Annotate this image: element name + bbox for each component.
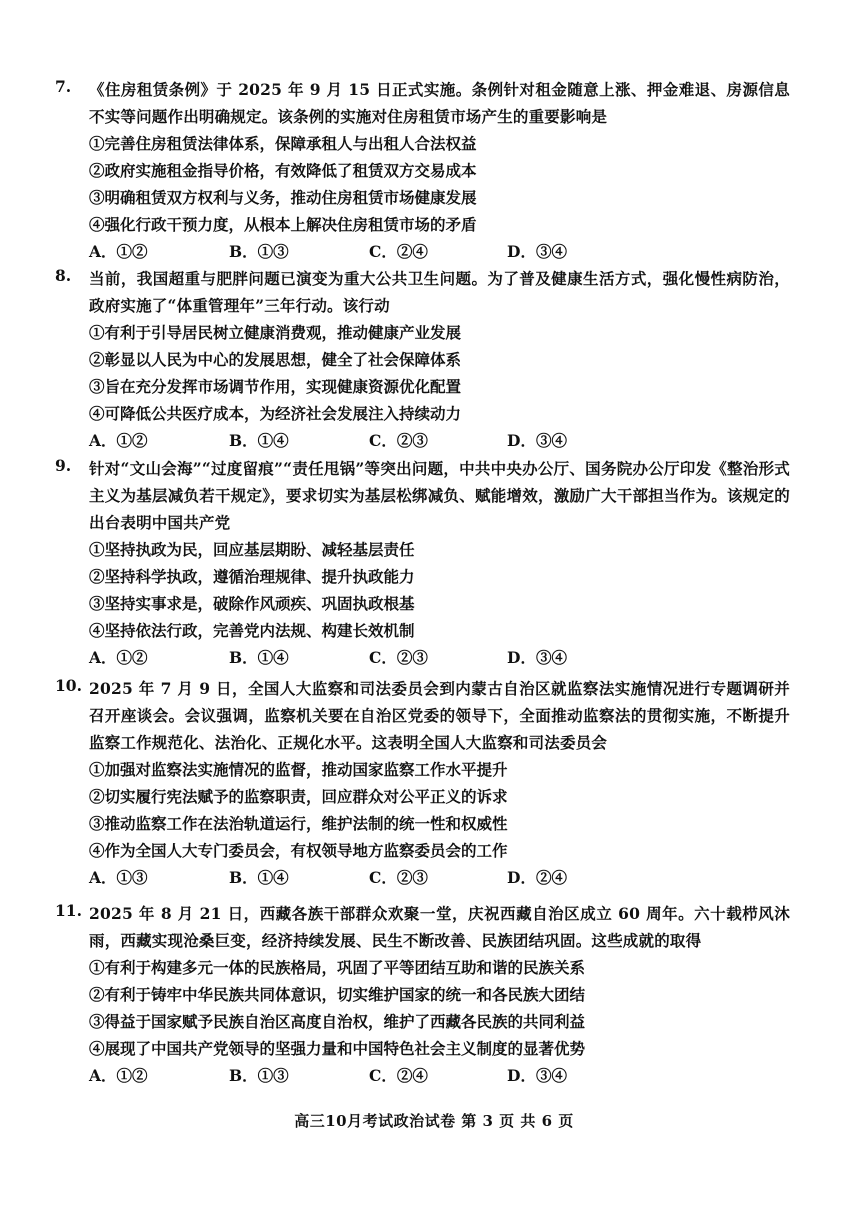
choice-c: C．②③ <box>369 648 428 667</box>
choice-b: B．①④ <box>229 648 289 667</box>
question-stem: 2025 年 8 月 21 日，西藏各族干部群众欢聚一堂，庆祝西藏自治区成立 60 周年。六十载栉风沐雨，西藏实现沧桑巨变，经济持续发展、民生不断改善、民族团结巩固。这些成就的取得 <box>89 904 790 950</box>
choice-a: A．①② <box>89 242 148 261</box>
choice-d: D．③④ <box>507 431 567 450</box>
option-statement: ①加强对监察法实施情况的监督，推动国家监察工作水平提升 <box>89 760 508 779</box>
choice-c: C．②③ <box>369 868 428 887</box>
option-statement: ②坚持科学执政，遵循治理规律、提升执政能力 <box>89 567 415 586</box>
option-statement: ④可降低公共医疗成本，为经济社会发展注入持续动力 <box>89 404 462 423</box>
option-statement: ①有利于构建多元一体的民族格局，巩固了平等团结互助和谐的民族关系 <box>89 958 586 977</box>
option-statement: ④展现了中国共产党领导的坚强力量和中国特色社会主义制度的显著优势 <box>89 1039 586 1058</box>
option-statement: ②彰显以人民为中心的发展思想，健全了社会保障体系 <box>89 350 462 369</box>
answer-choices <box>89 864 790 891</box>
choice-d: D．③④ <box>507 648 567 667</box>
choice-a: A．①② <box>89 648 148 667</box>
question-number: 8. <box>55 266 72 285</box>
choice-a: A．①② <box>89 431 148 450</box>
option-statement: ②政府实施租金指导价格，有效降低了租赁双方交易成本 <box>89 161 477 180</box>
choice-a: A．①③ <box>89 868 148 887</box>
question-stem: 当前，我国超重与肥胖问题已演变为重大公共卫生问题。为了普及健康生活方式，强化慢性病防治，政府实施了“体重管理年”三年行动。该行动 <box>89 269 790 315</box>
question-stem: 针对“文山会海”“过度留痕”“责任甩锅”等突出问题，中共中央办公厅、国务院办公厅印发《整治形式主义为基层减负若干规定》，要求切实为基层松绑减负、赋能增效，激励广大干部担当作为。该规定的出台表明中国共产党 <box>89 459 790 532</box>
option-statement: ①完善住房租赁法律体系，保障承租人与出租人合法权益 <box>89 134 477 153</box>
option-statement: ③得益于国家赋予民族自治区高度自治权，维护了西藏各民族的共同利益 <box>89 1012 586 1031</box>
question-10 <box>55 675 790 891</box>
question-number: 11. <box>55 901 82 920</box>
question-number: 10. <box>55 676 82 695</box>
question-8 <box>55 265 790 454</box>
answer-choices <box>89 238 790 265</box>
choice-b: B．①④ <box>229 868 289 887</box>
option-statement: ③旨在充分发挥市场调节作用，实现健康资源优化配置 <box>89 377 462 396</box>
option-statement: ②切实履行宪法赋予的监察职责，回应群众对公平正义的诉求 <box>89 787 508 806</box>
option-statement: ②有利于铸牢中华民族共同体意识，切实维护国家的统一和各民族大团结 <box>89 985 586 1004</box>
choice-a: A．①② <box>89 1066 148 1085</box>
choice-c: C．②④ <box>369 242 428 261</box>
answer-choices <box>89 644 790 671</box>
question-number: 7. <box>55 77 72 96</box>
option-statement: ④坚持依法行政，完善党内法规、构建长效机制 <box>89 621 415 640</box>
question-9 <box>55 455 790 671</box>
choice-c: C．②④ <box>369 1066 428 1085</box>
choice-b: B．①④ <box>229 431 289 450</box>
page-footer: 高三10月考试政治试卷 第 3 页 共 6 页 <box>294 1112 574 1130</box>
option-statement: ④强化行政干预力度，从根本上解决住房租赁市场的矛盾 <box>89 215 477 234</box>
question-stem: 《住房租赁条例》于 2025 年 9 月 15 日正式实施。条例针对租金随意上涨、押金难退、房源信息不实等问题作出明确规定。该条例的实施对住房租赁市场产生的重要影响是 <box>89 80 790 126</box>
choice-d: D．②④ <box>507 868 567 887</box>
option-statement: ③推动监察工作在法治轨道运行，维护法制的统一性和权威性 <box>89 814 508 833</box>
option-statement: ④作为全国人大专门委员会，有权领导地方监察委员会的工作 <box>89 841 508 860</box>
question-stem: 2025 年 7 月 9 日，全国人大监察和司法委员会到内蒙古自治区就监察法实施情况进行专题调研并召开座谈会。会议强调，监察机关要在自治区党委的领导下，全面推动监察法的贯彻实施，不断提升监察工作规范化、法治化、正规化水平。这表明全国人大监察和司法委员会 <box>89 679 790 752</box>
choice-d: D．③④ <box>507 242 567 261</box>
answer-choices <box>89 1062 790 1089</box>
option-statement: ①坚持执政为民，回应基层期盼、减轻基层责任 <box>89 540 415 559</box>
question-7 <box>55 76 790 265</box>
choice-b: B．①③ <box>229 1066 289 1085</box>
question-number: 9. <box>55 456 72 475</box>
option-statement: ③明确租赁双方权利与义务，推动住房租赁市场健康发展 <box>89 188 477 207</box>
choice-b: B．①③ <box>229 242 289 261</box>
option-statement: ①有利于引导居民树立健康消费观，推动健康产业发展 <box>89 323 462 342</box>
question-11 <box>55 900 790 1089</box>
option-statement: ③坚持实事求是，破除作风顽疾、巩固执政根基 <box>89 594 415 613</box>
answer-choices <box>89 427 790 454</box>
choice-d: D．③④ <box>507 1066 567 1085</box>
choice-c: C．②③ <box>369 431 428 450</box>
